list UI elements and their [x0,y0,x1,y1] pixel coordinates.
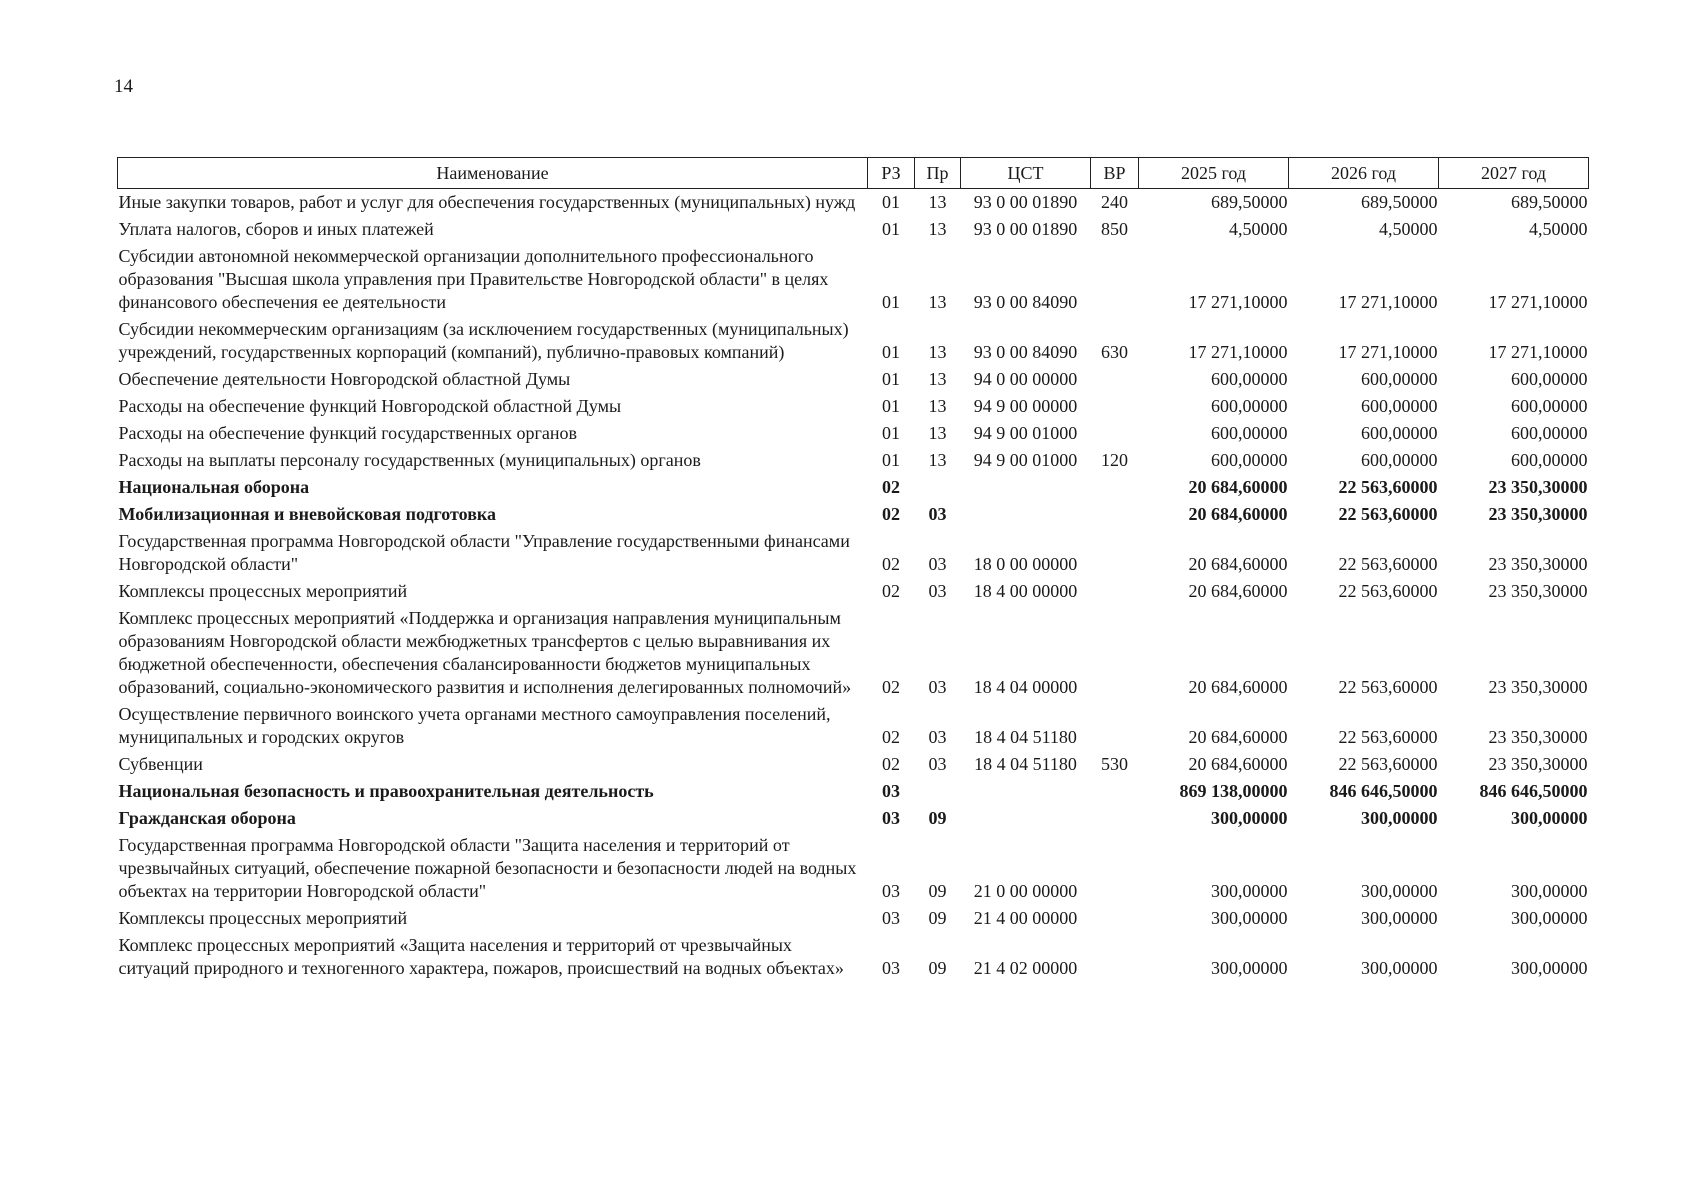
row-vr [1091,501,1139,528]
header-cst: ЦСТ [961,158,1091,189]
row-name: Иные закупки товаров, работ и услуг для обеспечения государственных (муниципальных) нужд [118,192,856,212]
row-name: Субсидии автономной некоммерческой организации дополнительного профессионального образования "Высшая школа управления при Правительстве Новгородской области" в целях финансового обеспечения ее деятельности [118,246,829,312]
row-2025: 17 271,10000 [1188,342,1288,362]
table-row [118,366,1589,393]
row-rz: 01 [882,219,900,239]
page-number: 14 [114,76,133,97]
row-2026: 22 563,60000 [1338,677,1438,697]
row-vr [1091,366,1139,393]
row-rz: 02 [882,504,900,524]
row-rz: 01 [882,192,900,212]
header-rz: РЗ [868,158,915,189]
row-vr [1091,805,1139,832]
row-2025: 4,50000 [1229,219,1288,239]
row-vr [1091,932,1139,982]
header-pr: Пр [915,158,961,189]
table-row [118,805,1589,832]
row-rz: 01 [882,450,900,470]
row-2025: 300,00000 [1211,908,1288,928]
row-2025: 600,00000 [1211,396,1288,416]
row-2027: 4,50000 [1529,219,1588,239]
row-cst: 18 4 04 51180 [974,727,1077,747]
row-cst: 18 4 00 00000 [973,581,1078,601]
row-2026: 689,50000 [1361,192,1438,212]
row-cst: 93 0 00 01890 [973,219,1078,239]
row-2026: 4,50000 [1379,219,1438,239]
row-2027: 300,00000 [1511,881,1588,901]
row-pr: 03 [928,504,947,524]
row-name: Государственная программа Новгородской области "Управление государственными финансами Новгородской области" [118,531,850,574]
row-vr: 630 [1101,342,1128,362]
table-header [118,158,1589,189]
row-2026: 22 563,60000 [1338,727,1438,747]
header-vr: ВР [1091,158,1139,189]
row-2027: 600,00000 [1511,423,1588,443]
row-2025: 20 684,60000 [1188,754,1288,774]
row-name: Расходы на обеспечение функций государственных органов [118,423,577,443]
row-2027: 23 350,30000 [1488,727,1588,747]
row-2027: 17 271,10000 [1488,292,1588,312]
table-body [118,189,1589,983]
row-2027: 23 350,30000 [1488,554,1588,574]
row-name: Мобилизационная и вневойсковая подготовка [118,504,497,524]
row-name: Субсидии некоммерческим организациям (за исключением государственных (муниципальных) учреждений, государственных корпораций (компаний), публично-правовых компаний) [118,319,849,362]
row-vr [1091,528,1139,578]
row-2026: 600,00000 [1361,396,1438,416]
row-2026: 600,00000 [1361,450,1438,470]
row-pr [915,474,961,501]
row-cst [961,778,1091,805]
row-rz: 01 [882,396,900,416]
row-2025: 300,00000 [1211,808,1288,828]
row-cst: 94 9 00 01000 [973,423,1078,443]
row-cst: 94 0 00 00000 [973,369,1078,389]
row-name: Уплата налогов, сборов и иных платежей [118,219,434,239]
table-row [118,751,1589,778]
row-rz: 03 [882,958,900,978]
table-row [118,189,1589,217]
row-name: Национальная оборона [118,477,310,497]
row-2026: 17 271,10000 [1338,292,1438,312]
row-2026: 22 563,60000 [1338,554,1438,574]
row-cst: 94 9 00 00000 [973,396,1078,416]
row-pr: 13 [928,423,947,443]
row-2026: 300,00000 [1361,881,1438,901]
table-row [118,420,1589,447]
row-pr: 03 [928,727,947,747]
row-vr [1091,393,1139,420]
row-2026: 22 563,60000 [1338,504,1438,524]
header-2025: 2025 год [1139,158,1289,189]
table-row [118,905,1589,932]
row-rz: 01 [882,292,900,312]
row-cst: 94 9 00 01000 [973,450,1078,470]
row-pr: 03 [928,581,947,601]
row-name: Расходы на выплаты персоналу государственных (муниципальных) органов [118,450,701,470]
row-2027: 600,00000 [1511,396,1588,416]
row-vr: 850 [1101,219,1128,239]
row-2025: 869 138,00000 [1179,781,1288,801]
row-2026: 17 271,10000 [1338,342,1438,362]
row-2027: 600,00000 [1511,450,1588,470]
row-2027: 300,00000 [1511,958,1588,978]
row-name: Комплексы процессных мероприятий [118,908,408,928]
row-2025: 600,00000 [1211,450,1288,470]
row-2026: 300,00000 [1361,908,1438,928]
row-2025: 300,00000 [1211,881,1288,901]
row-cst: 21 0 00 00000 [973,881,1078,901]
row-2027: 846 646,50000 [1479,781,1588,801]
row-2026: 600,00000 [1361,423,1438,443]
header-name: Наименование [118,158,868,189]
row-name: Национальная безопасность и правоохранительная деятельность [118,781,654,801]
row-rz: 03 [882,881,900,901]
row-name: Обеспечение деятельности Новгородской областной Думы [118,369,571,389]
row-2027: 23 350,30000 [1488,754,1588,774]
row-2025: 600,00000 [1211,369,1288,389]
row-2025: 20 684,60000 [1188,581,1288,601]
row-name: Комплексы процессных мероприятий [118,581,408,601]
table-row [118,216,1589,243]
row-2025: 20 684,60000 [1188,554,1288,574]
row-pr: 03 [928,554,947,574]
row-vr [1091,701,1139,751]
row-vr [1091,905,1139,932]
row-pr: 13 [928,342,947,362]
row-rz: 01 [882,342,900,362]
row-pr: 13 [928,219,947,239]
row-vr [1091,243,1139,316]
row-cst: 18 4 04 51180 [974,754,1077,774]
row-vr [1091,778,1139,805]
row-name: Комплекс процессных мероприятий «Поддержка и организация направления муниципальным образованиям Новгородской области межбюджетных трансфертов с целью выравнивания их бюджетной обеспеченности, обеспечения сбалансированности бюджетов муниципальных образований, социально-экономического развития и исполнения делегированных полномочий» [118,608,852,697]
table-row [118,447,1589,474]
row-vr: 530 [1101,754,1128,774]
row-pr: 13 [928,396,947,416]
row-rz: 02 [882,554,900,574]
row-2026: 22 563,60000 [1338,477,1438,497]
row-pr: 09 [928,808,947,828]
row-pr: 13 [928,369,947,389]
table-row [118,605,1589,701]
row-vr [1091,420,1139,447]
row-2025: 600,00000 [1211,423,1288,443]
row-2025: 689,50000 [1211,192,1288,212]
budget-table [117,157,1589,982]
row-name: Расходы на обеспечение функций Новгородской областной Думы [118,396,622,416]
row-cst [961,474,1091,501]
table-row [118,701,1589,751]
row-cst: 93 0 00 84090 [973,292,1078,312]
row-vr [1091,605,1139,701]
row-pr [915,778,961,805]
row-2026: 300,00000 [1361,808,1438,828]
row-2027: 300,00000 [1511,908,1588,928]
row-rz: 01 [882,369,900,389]
row-pr: 13 [928,292,947,312]
row-2027: 23 350,30000 [1488,581,1588,601]
row-rz: 01 [882,423,900,443]
header-2026: 2026 год [1289,158,1439,189]
row-2025: 20 684,60000 [1188,477,1288,497]
row-rz: 03 [882,781,900,801]
row-2025: 20 684,60000 [1188,677,1288,697]
row-2027: 17 271,10000 [1488,342,1588,362]
row-pr: 09 [928,881,947,901]
table-row [118,474,1589,501]
table-row [118,501,1589,528]
row-cst [961,501,1091,528]
row-rz: 02 [882,477,900,497]
row-2026: 300,00000 [1361,958,1438,978]
row-pr: 03 [928,754,947,774]
row-name: Государственная программа Новгородской области "Защита населения и территорий от чрезвычайных ситуаций, обеспечение пожарной безопасности и безопасности людей на водных объектах на территории Новгородской области" [118,835,857,901]
row-rz: 02 [882,581,900,601]
row-vr: 120 [1101,450,1128,470]
row-rz: 02 [882,754,900,774]
row-rz: 03 [882,808,900,828]
row-cst: 21 4 00 00000 [973,908,1078,928]
row-cst [961,805,1091,832]
row-2027: 23 350,30000 [1488,677,1588,697]
row-rz: 02 [882,727,900,747]
row-2027: 689,50000 [1511,192,1588,212]
row-2025: 20 684,60000 [1188,727,1288,747]
row-2026: 846 646,50000 [1329,781,1438,801]
row-2025: 17 271,10000 [1188,292,1288,312]
row-pr: 03 [928,677,947,697]
header-2027: 2027 год [1439,158,1589,189]
table-row [118,528,1589,578]
row-2026: 600,00000 [1361,369,1438,389]
row-2027: 23 350,30000 [1488,504,1588,524]
row-cst: 21 4 02 00000 [973,958,1078,978]
row-rz: 02 [882,677,900,697]
row-vr [1091,578,1139,605]
row-name: Осуществление первичного воинского учета органами местного самоуправления поселений, муниципальных и городских округов [118,704,831,747]
row-pr: 13 [928,192,947,212]
row-name: Гражданская оборона [118,808,296,828]
row-cst: 18 4 04 00000 [973,677,1078,697]
row-cst: 18 0 00 00000 [973,554,1078,574]
row-2027: 600,00000 [1511,369,1588,389]
row-vr: 240 [1101,192,1128,212]
table-row [118,932,1589,982]
row-cst: 93 0 00 01890 [973,192,1078,212]
row-2026: 22 563,60000 [1338,581,1438,601]
row-name: Комплекс процессных мероприятий «Защита населения и территорий от чрезвычайных ситуаций природного и техногенного характера, пожаров, происшествий на водных объектах» [118,935,844,978]
row-vr [1091,474,1139,501]
table-row [118,243,1589,316]
table-row [118,832,1589,905]
table-row [118,316,1589,366]
row-pr: 09 [928,908,947,928]
table-row [118,578,1589,605]
row-2025: 20 684,60000 [1188,504,1288,524]
row-rz: 03 [882,908,900,928]
row-vr [1091,832,1139,905]
row-pr: 13 [928,450,947,470]
row-pr: 09 [928,958,947,978]
table-row [118,778,1589,805]
row-2027: 23 350,30000 [1488,477,1588,497]
table-row [118,393,1589,420]
row-cst: 93 0 00 84090 [973,342,1078,362]
row-2026: 22 563,60000 [1338,754,1438,774]
row-2027: 300,00000 [1511,808,1588,828]
row-2025: 300,00000 [1211,958,1288,978]
row-name: Субвенции [118,754,203,774]
